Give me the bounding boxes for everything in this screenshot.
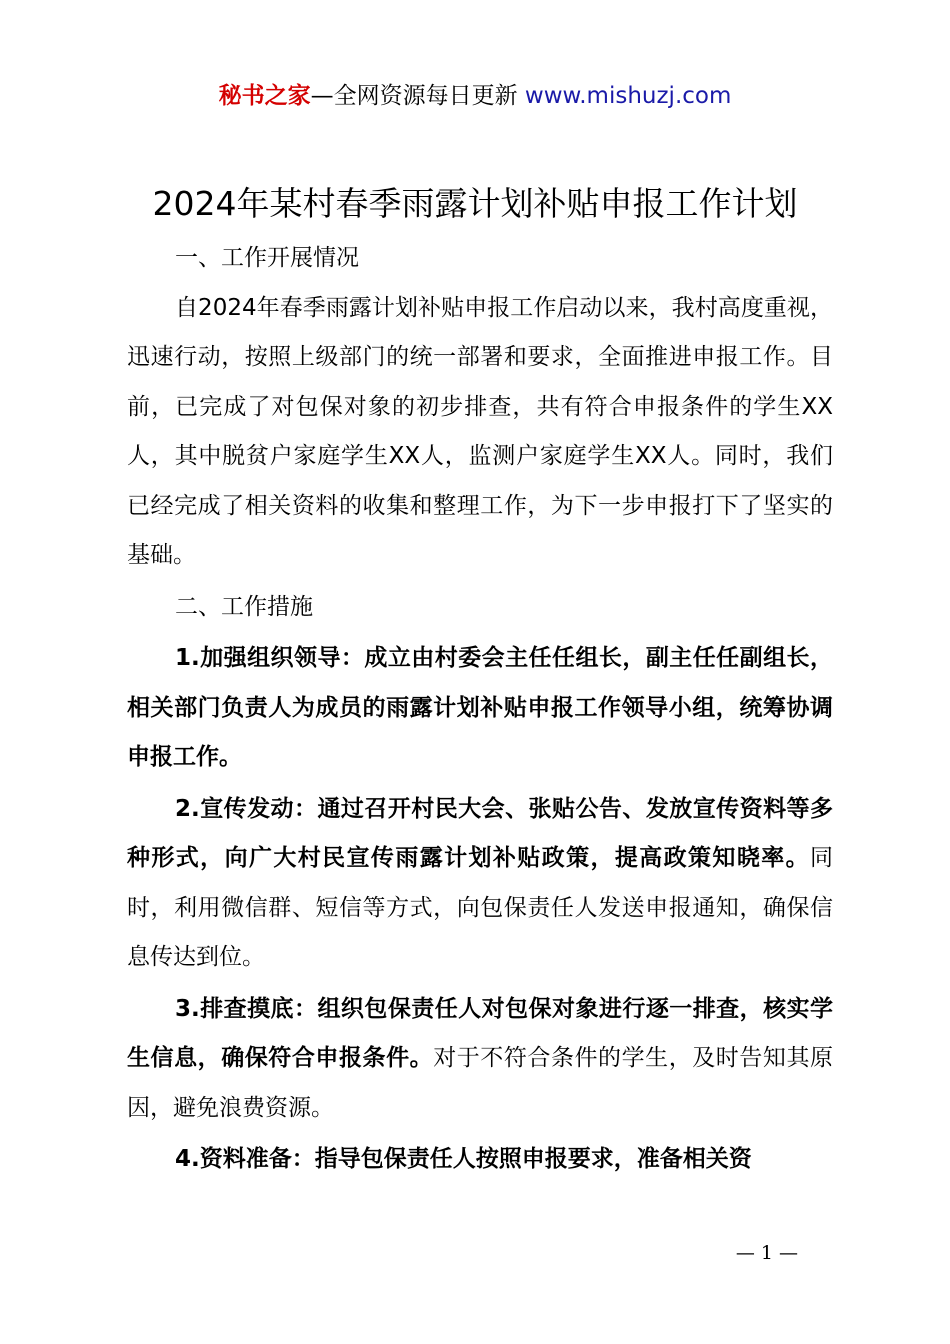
site-brand: 秘书之家: [218, 83, 311, 109]
measure-2-bold: 2.宣传发动：通过召开村民大会、张贴公告、发放宣传资料等多种形式，向广大村民宣传雨露计划补贴政策，提高政策知晓率。: [127, 795, 833, 871]
measure-2-text: 同时，利用微信群、短信等方式，向包保责任人发送申报通知，确保信息传达到位。: [127, 845, 833, 970]
section-1-paragraph: 自2024年春季雨露计划补贴申报工作启动以来，我村高度重视，迅速行动，按照上级部门的统一部署和要求，全面推进申报工作。目前，已完成了对包保对象的初步排查，共有符合申报条件的学生XX人，其中脱贫户家庭学生XX人，监测户家庭学生XX人。同时，我们已经完成了相关资料的收集和整理工作，为下一步申报打下了坚实的基础。: [127, 294, 833, 568]
section-heading-2-text: 二、工作措施: [175, 593, 313, 620]
measure-3-text: 对于不符合条件的学生，及时告知其原因，避免浪费资源。: [127, 1045, 834, 1121]
document-title: 2024年某村春季雨露计划补贴申报工作计划: [152, 184, 798, 223]
page-number-text: — 1 —: [735, 1242, 798, 1264]
document-body: [127, 234, 833, 1185]
section-heading-1: 一、工作开展情况: [175, 245, 359, 271]
measure-3-paragraph: [127, 985, 833, 1134]
site-tagline: —全网资源每日更新: [310, 83, 518, 109]
measure-1-paragraph: 1.加强组织领导：成立由村委会主任任组长，副主任任副组长，相关部门负责人为成员的雨露计划补贴申报工作领导小组，统筹协调申报工作。: [127, 645, 833, 770]
measure-3-bold: 3.排查摸底：组织包保责任人对包保对象进行逐一排查，核实学生信息，确保符合申报条件。: [127, 995, 833, 1071]
site-header: [0, 80, 950, 112]
section-heading-2: [127, 583, 833, 633]
page-number: [0, 1240, 950, 1266]
measure-4-paragraph: 4.资料准备：指导包保责任人按照申报要求，准备相关资: [175, 1146, 752, 1172]
measure-2-paragraph: [127, 785, 833, 983]
site-url-link[interactable]: www.mishuzj.com: [524, 83, 732, 109]
